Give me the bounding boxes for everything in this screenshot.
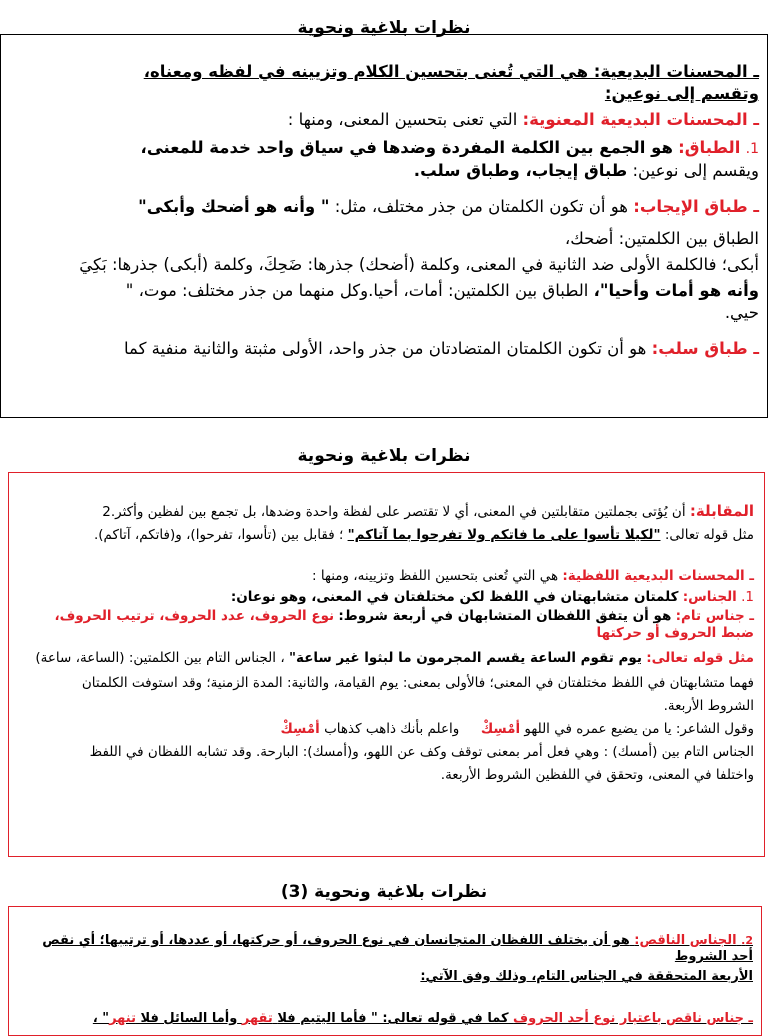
page1-content (0, 34, 768, 418)
p2-line9: وقول الشاعر: يا من يضيع عمره في اللهو أمْسِكْ واعلم بأنك ذاهب كذهاب أمْسِكْ (280, 721, 754, 737)
p2-line8: الشروط الأربعة. (663, 698, 754, 714)
p1-line5: ويقسم إلى نوعين: طباق إيجاب، وطباق سلب. (413, 161, 759, 180)
page3-title: نظرات بلاغية ونحوية (3) (280, 882, 488, 902)
p2-line11: واختلفا في المعنى، وتحقق في اللفظين الشروط الأربعة. (440, 767, 754, 783)
page2-content (8, 472, 765, 857)
p1-line3: ـ المحسنات البديعية المعنوية: التي تعنى بتحسين المعنى، ومنها : (287, 110, 759, 129)
p1-line6: ـ طباق الإيجاب: هو أن تكون الكلمتان من جذر مختلف، مثل: " وأنه هو أضحك وأبكى" (138, 197, 759, 216)
page1-title: نظرات بلاغية ونحوية (297, 18, 471, 38)
p2-line10: الجناس التام بين (أمسك) : وهي فعل أمر بمعنى توقف وكف عن اللهو، و(أمسك): البارحة. وقد تشابه اللفظان في اللفظ (89, 744, 754, 760)
p3-line2: الأربعة المتحققة في الجناس التام، وذلك وفق الآتي: (420, 969, 753, 984)
p1-line4: 1. الطباق: هو الجمع بين الكلمة المفردة وضدها في سياق واحد خدمة للمعنى، (140, 138, 759, 157)
p2-line2: مثل قوله تعالى: "لكيلا تأسوا على ما فاتكم ولا تفرحوا بما آتاكم" ؛ فقابل بين (تأسوا، تفرحوا)، و(فاتكم، آتاكم). (93, 527, 754, 543)
p3-line1: 2. الجناس الناقص: هو أن يختلف اللفظان المتجانسان في نوع الحروف، أو حركتها، أو عددها، أو ترتيبها؛ أي نقص أحد الشروط (42, 933, 753, 964)
p2-line3: ـ المحسنات البديعية اللفظية: هي التي تُعنى بتحسين اللفظ وتزيينه، ومنها : (312, 568, 754, 584)
p2-line7: فهما متشابهتان في اللفظ مختلفتان في المعنى؛ فالأولى بمعنى: يوم القيامة، والثانية: المدة الزمنية؛ وقد استوفت الكلمتان (81, 675, 754, 691)
p3-line3: ـ جناس ناقص باعتبار نوع أحد الحروف كما في قوله تعالى: " فأما اليتيم فلا تقهر وأما السائل فلا تنهر" ، (92, 1011, 753, 1026)
p1-line10: حيي. (724, 303, 759, 322)
p1-line11: ـ طباق سلب: هو أن تكون الكلمتان المتضادتان من جذر واحد، الأولى مثبتة والثانية منفية كما (124, 339, 759, 358)
p1-line1: ـ المحسنات البديعية: هي التي تُعنى بتحسين الكلام وتزيينه في لفظه ومعناه، (143, 62, 759, 81)
p1-line7: الطباق بين الكلمتين: أضحك، (564, 229, 759, 248)
page2-title: نظرات بلاغية ونحوية (297, 446, 471, 466)
p1-line9: وأنه هو أمات وأحيا"، الطباق بين الكلمتين: أمات، أحيا.وكل منهما من جذر مختلف: موت، " (125, 281, 759, 300)
page3-content (8, 906, 762, 1036)
p1-line2: وتقسم إلى نوعين: (604, 84, 759, 103)
p2-line1: المقابلة: أن يُؤتى بجملتين متقابلتين في المعنى، أي لا تقتصر على لفظة واحدة وضدها، بل تجمع بين لفظين وأكثر.2 (102, 502, 754, 520)
p2-line4: 1. الجناس: كلمتان متشابهتان في اللفظ لكن مختلفتان في المعنى، وهو نوعان: (230, 589, 754, 605)
p1-line8: أبكى؛ فالكلمة الأولى ضد الثانية في المعنى، وكلمة (أضحك) جذرها: ضَحِكَ، وكلمة (أبكى) جذرها: بَكِيَ (79, 255, 759, 274)
p2-line6: مثل قوله تعالى: يوم تقوم الساعة يقسم المجرمون ما لبثوا غير ساعة" ، الجناس التام بين الكلمتين: (الساعة، ساعة) (35, 650, 754, 666)
p2-line5: ـ جناس تام: هو أن يتفق اللفظان المتشابهان في أربعة شروط: نوع الحروف، عدد الحروف، ترتيب الحروف، ضبط الحروف أو حركتها (54, 608, 754, 641)
